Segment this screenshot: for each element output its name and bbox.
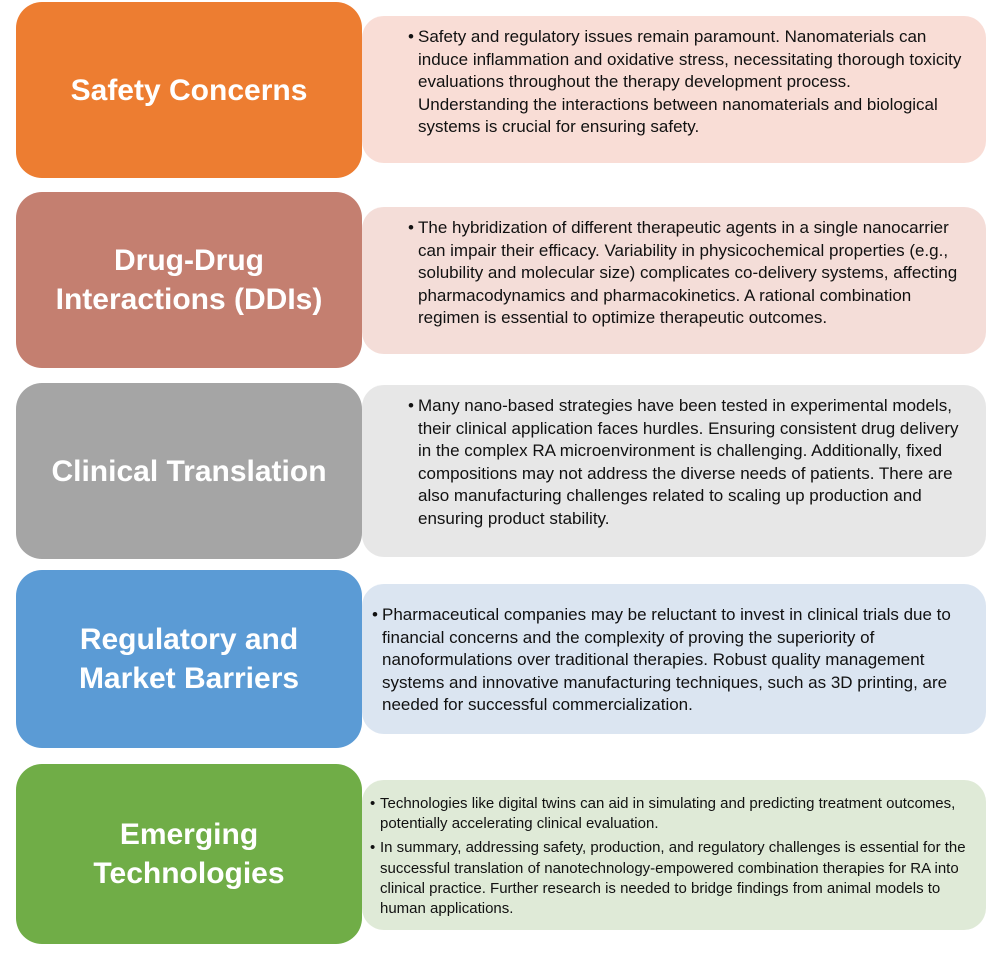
bullet-text: • Pharmaceutical companies may be reluctant to invest in clinical trials due to financial concerns and the complexity of proving the superiority of nanoformulations over traditional therapies. Robust quality management systems and innovative manufacturing techniques, such as 3D printing, are needed for successful commercialization. xyxy=(372,604,970,717)
clinical-translation-bullets xyxy=(408,395,966,531)
ddi-detail xyxy=(362,207,986,354)
bullet-text: • Safety and regulatory issues remain paramount. Nanomaterials can induce inflammation and oxidative stress, necessitating thorough toxicity evaluations throughout the therapy development process. Understanding the interactions between nanomaterials and biological systems is crucial for ensuring safety. xyxy=(408,26,966,139)
ddi-bullets xyxy=(408,217,966,330)
emerging-title: Emerging Technologies xyxy=(93,818,285,890)
safety-concerns-label xyxy=(16,2,362,178)
bullet-text: • Many nano-based strategies have been tested in experimental models, their clinical application faces hurdles. Ensuring consistent drug delivery in the complex RA microenvironment is challenging. Additionally, fixed compositions may not address the diverse needs of patients. There are also manufacturing challenges related to scaling up production and ensuring product stability. xyxy=(408,395,966,531)
safety-concerns-bullets xyxy=(408,26,966,139)
clinical-translation-title: Clinical Translation xyxy=(51,454,327,488)
regulatory-title: Regulatory and Market Barriers xyxy=(78,623,300,695)
regulatory-label xyxy=(16,570,362,748)
ddi-title: Drug-Drug Interactions (DDIs) xyxy=(55,244,323,316)
clinical-translation-detail xyxy=(362,385,986,557)
regulatory-detail xyxy=(362,584,986,734)
ddi-label xyxy=(16,192,362,368)
emerging-label xyxy=(16,764,362,944)
clinical-translation-label xyxy=(16,383,362,559)
bullet-text: • Technologies like digital twins can aid in simulating and predicting treatment outcomes, potentially accelerating clinical evaluation. xyxy=(370,794,970,834)
emerging-bullets xyxy=(370,794,970,919)
safety-concerns-detail xyxy=(362,16,986,163)
emerging-detail xyxy=(362,780,986,930)
bullet-text: • In summary, addressing safety, production, and regulatory challenges is essential for the successful translation of nanotechnology-empowered combination therapies for RA into clinical practice. Further research is needed to bridge findings from animal models to human applications. xyxy=(370,838,970,919)
bullet-text: • The hybridization of different therapeutic agents in a single nanocarrier can impair their efficacy. Variability in physicochemical properties (e.g., solubility and molecular size) complicates co-delivery systems, affecting pharmacodynamics and pharmacokinetics. A rational combination regimen is essential to optimize therapeutic outcomes. xyxy=(408,217,966,330)
regulatory-bullets xyxy=(372,604,970,717)
safety-concerns-title: Safety Concerns xyxy=(70,73,308,107)
